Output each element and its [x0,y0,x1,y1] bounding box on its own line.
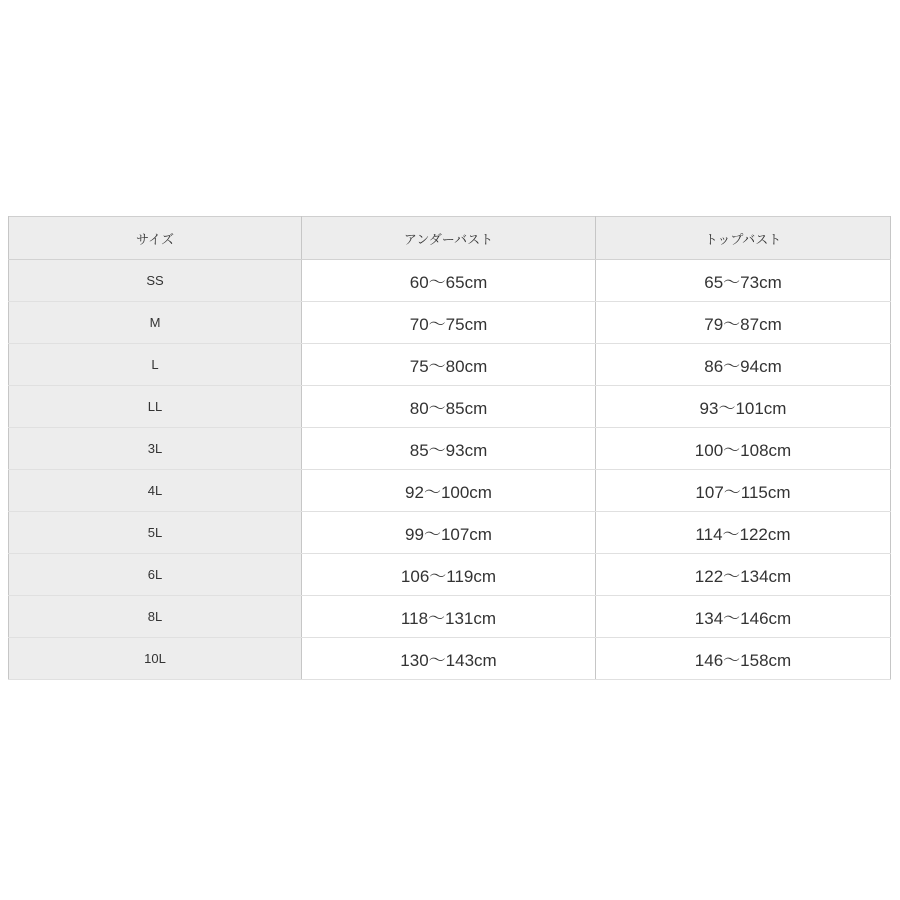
under-bust-value: 130〜143cm [302,638,596,680]
table-row [9,512,891,554]
size-label: L [9,344,302,386]
under-bust-value: 92〜100cm [302,470,596,512]
table-row [9,470,891,512]
under-bust-value: 99〜107cm [302,512,596,554]
under-bust-value: 75〜80cm [302,344,596,386]
under-bust-value: 85〜93cm [302,428,596,470]
size-label: 3L [9,428,302,470]
size-label: 8L [9,596,302,638]
column-header-top-bust: トップバスト [596,217,891,260]
size-label: 6L [9,554,302,596]
top-bust-value: 65〜73cm [596,260,891,302]
header-row [9,217,891,260]
under-bust-value: 106〜119cm [302,554,596,596]
table-row [9,638,891,680]
size-label: LL [9,386,302,428]
under-bust-value: 80〜85cm [302,386,596,428]
size-chart-table [8,216,891,680]
top-bust-value: 93〜101cm [596,386,891,428]
table-row [9,428,891,470]
top-bust-value: 146〜158cm [596,638,891,680]
under-bust-value: 118〜131cm [302,596,596,638]
table-row [9,386,891,428]
size-label: 10L [9,638,302,680]
column-header-under-bust: アンダーバスト [302,217,596,260]
table-row [9,344,891,386]
top-bust-value: 134〜146cm [596,596,891,638]
size-label: 4L [9,470,302,512]
top-bust-value: 100〜108cm [596,428,891,470]
size-label: SS [9,260,302,302]
table-row [9,554,891,596]
top-bust-value: 122〜134cm [596,554,891,596]
top-bust-value: 86〜94cm [596,344,891,386]
under-bust-value: 60〜65cm [302,260,596,302]
size-label: 5L [9,512,302,554]
table-row [9,260,891,302]
top-bust-value: 79〜87cm [596,302,891,344]
size-chart [8,216,890,680]
under-bust-value: 70〜75cm [302,302,596,344]
column-header-size: サイズ [9,217,302,260]
table-row [9,302,891,344]
top-bust-value: 107〜115cm [596,470,891,512]
top-bust-value: 114〜122cm [596,512,891,554]
size-label: M [9,302,302,344]
table-row [9,596,891,638]
